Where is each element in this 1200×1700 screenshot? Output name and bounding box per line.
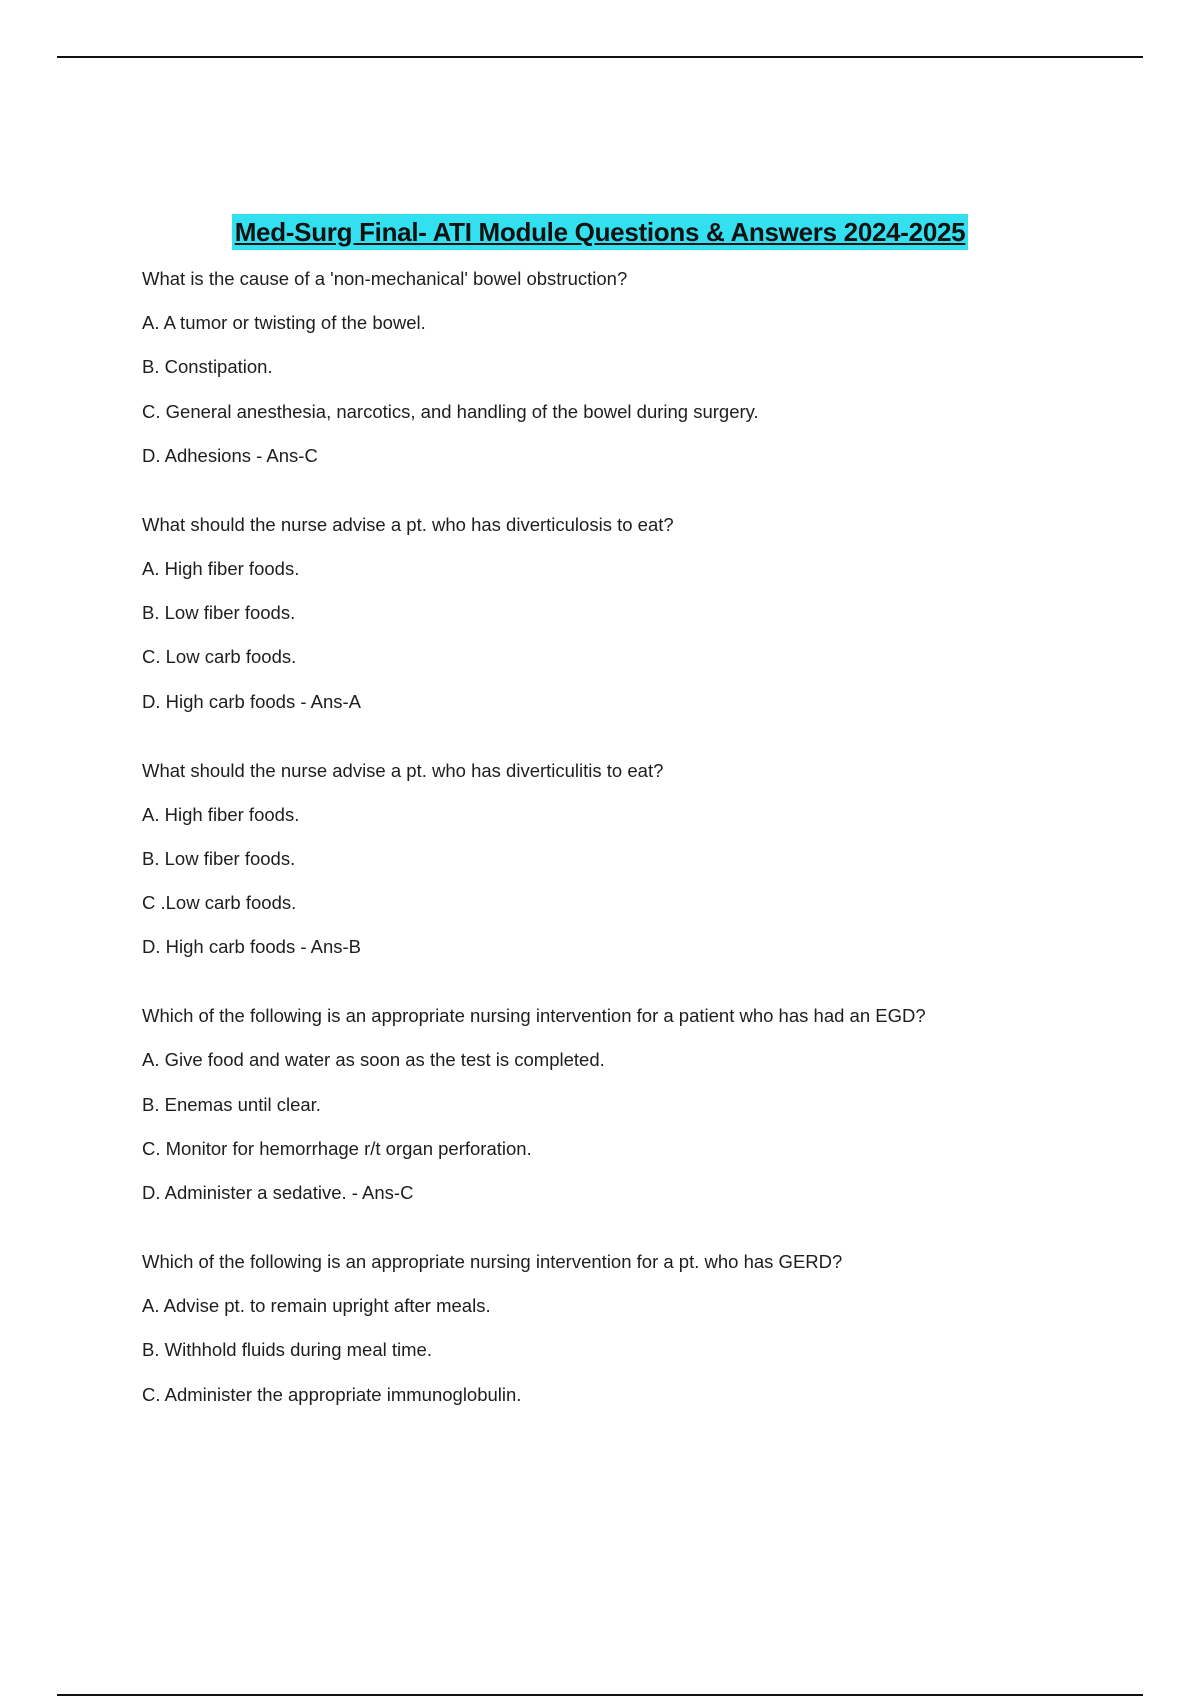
- question-block: [142, 758, 1102, 961]
- answer-option: A. A tumor or twisting of the bowel.: [142, 312, 426, 334]
- answer-option: A. High fiber foods.: [142, 803, 300, 825]
- question-text: What should the nurse advise a pt. who has diverticulosis to eat?: [142, 513, 674, 535]
- answer-option: B. Enemas until clear.: [142, 1093, 321, 1115]
- bottom-rule: [57, 1694, 1143, 1696]
- answer-option: C. Monitor for hemorrhage r/t organ perforation.: [142, 1137, 532, 1159]
- question-text: What should the nurse advise a pt. who has diverticulitis to eat?: [142, 759, 664, 781]
- answer-option: C. General anesthesia, narcotics, and handling of the bowel during surgery.: [142, 400, 759, 422]
- question-block: [142, 1003, 1102, 1206]
- question-text: Which of the following is an appropriate nursing intervention for a patient who has had an EGD?: [142, 1005, 926, 1027]
- answer-option: A. High fiber foods.: [142, 557, 300, 579]
- question-block: [142, 512, 1102, 715]
- answer-option: B. Withhold fluids during meal time.: [142, 1339, 432, 1361]
- answer-option: A. Advise pt. to remain upright after meals.: [142, 1295, 491, 1317]
- answer-option: B. Low fiber foods.: [142, 602, 296, 624]
- answer-option: C. Administer the appropriate immunoglobulin.: [142, 1383, 522, 1405]
- page-title: Med-Surg Final- ATI Module Questions & Answers 2024-2025: [232, 214, 969, 250]
- title-container: [0, 214, 1200, 250]
- answer-option: A. Give food and water as soon as the test is completed.: [142, 1049, 605, 1071]
- answer-option: D. Adhesions - Ans-C: [142, 444, 318, 466]
- question-block: [142, 266, 1102, 469]
- answer-option: C. Low carb foods.: [142, 646, 297, 668]
- answer-option: B. Constipation.: [142, 356, 273, 378]
- answer-option: D. High carb foods - Ans-A: [142, 690, 362, 712]
- answer-option: C .Low carb foods.: [142, 892, 297, 914]
- question-block: [142, 1249, 1102, 1408]
- answer-option: D. High carb foods - Ans-B: [142, 936, 362, 958]
- question-list: [142, 266, 1102, 1451]
- top-rule: [57, 56, 1143, 58]
- answer-option: B. Low fiber foods.: [142, 847, 296, 869]
- question-text: What is the cause of a 'non-mechanical' bowel obstruction?: [142, 268, 628, 289]
- question-text: Which of the following is an appropriate nursing intervention for a pt. who has GERD?: [142, 1251, 843, 1272]
- answer-option: D. Administer a sedative. - Ans-C: [142, 1182, 414, 1203]
